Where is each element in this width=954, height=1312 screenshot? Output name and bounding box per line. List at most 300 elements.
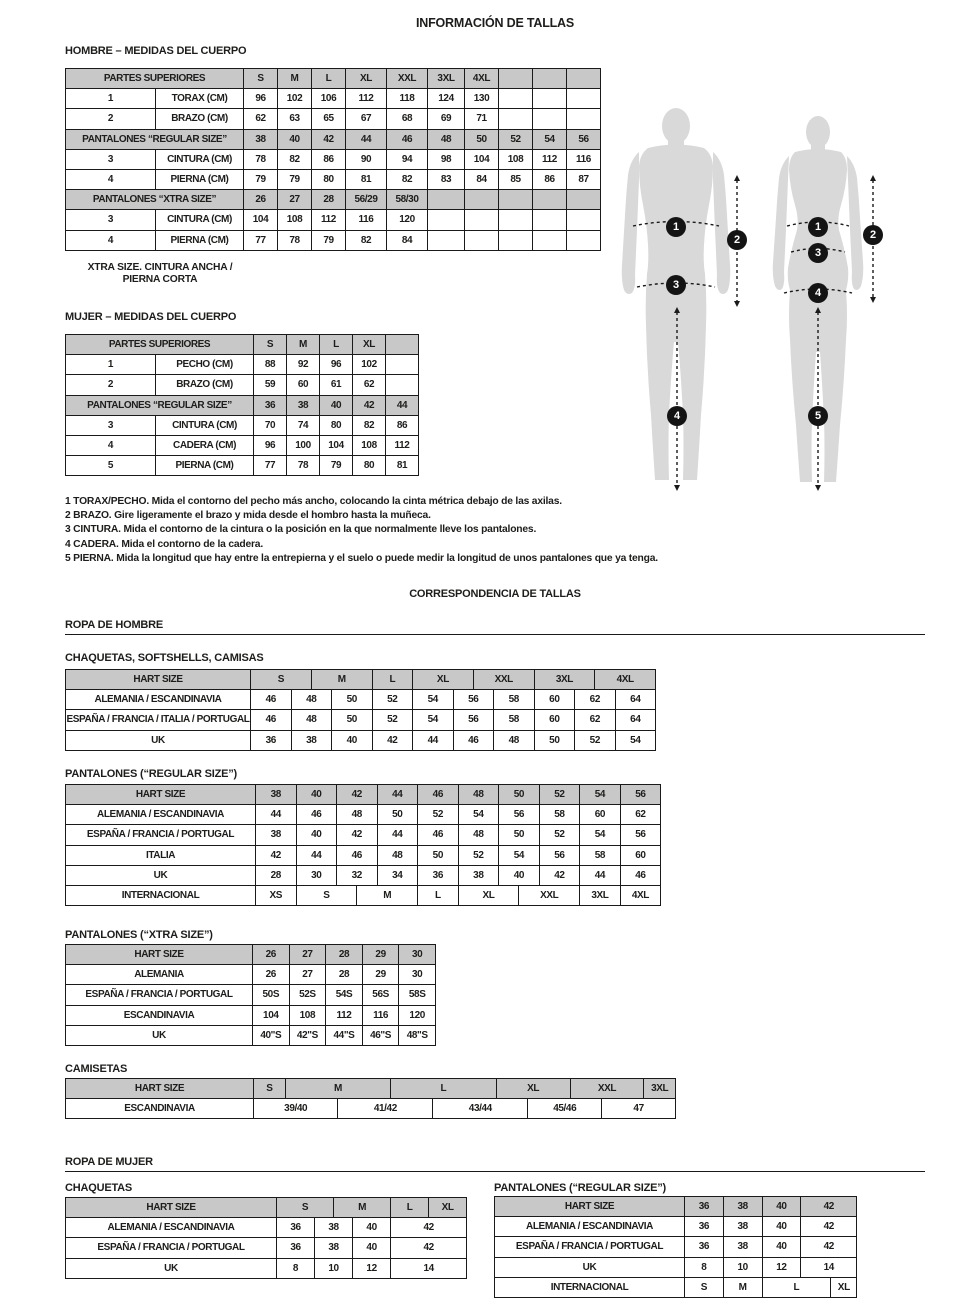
measure-point-marker-3: 3: [666, 275, 686, 295]
table-cell: 92: [287, 355, 320, 375]
table-cell: 48: [458, 825, 499, 845]
table-cell: 46: [620, 865, 661, 885]
table-cell: XL: [496, 1079, 570, 1099]
table-cell: 8: [277, 1258, 315, 1278]
table-cell: 10: [315, 1258, 353, 1278]
note-pierna: 5 PIERNA. Mida la longitud que hay entre la entrepierna y el suelo o puede medir la longitud de unos pantalones que ya tenga.: [65, 552, 658, 564]
table-cell: 40: [353, 1238, 391, 1258]
table-cell: 44: [413, 730, 454, 750]
table-cell: UK: [66, 1025, 253, 1045]
table-cell: 94: [387, 149, 428, 169]
table-cell: 69: [428, 109, 465, 129]
table-cell: 58: [580, 845, 621, 865]
men-clothing-heading: ROPA DE HOMBRE: [65, 619, 925, 635]
women-pants-regular-size-table: [494, 1196, 857, 1298]
table-cell: M: [285, 1079, 391, 1099]
table-cell: 100: [287, 435, 320, 455]
table-cell: 84: [387, 230, 428, 250]
table-cell: L: [320, 335, 353, 355]
table-cell: 85: [499, 169, 533, 189]
table-cell: HART SIZE: [66, 670, 251, 690]
table-cell: [428, 230, 465, 250]
table-cell: 40: [296, 785, 337, 805]
table-cell: 67: [346, 109, 387, 129]
table-cell: XL: [831, 1277, 857, 1297]
table-cell: 60: [287, 375, 320, 395]
table-cell: HART SIZE: [66, 1079, 254, 1099]
table-cell: [533, 89, 567, 109]
table-cell: 130: [465, 89, 499, 109]
table-cell: [533, 69, 567, 89]
table-cell: L: [312, 69, 346, 89]
table-cell: 46: [337, 845, 378, 865]
table-cell: 108: [289, 1005, 326, 1025]
table-cell: 46"S: [362, 1025, 399, 1045]
table-cell: 82: [353, 415, 386, 435]
table-cell: XL: [353, 335, 386, 355]
table-cell: 27: [278, 190, 312, 210]
table-cell: 38: [291, 730, 332, 750]
table-cell: 1: [66, 355, 156, 375]
table-cell: 54: [413, 710, 454, 730]
table-cell: 48: [428, 129, 465, 149]
table-cell: PANTALONES “REGULAR SIZE”: [66, 129, 244, 149]
table-cell: 60: [580, 805, 621, 825]
table-cell: 44: [346, 129, 387, 149]
table-cell: 104: [320, 435, 353, 455]
table-cell: 81: [386, 456, 419, 476]
table-cell: 28: [326, 945, 363, 965]
table-cell: 26: [253, 965, 290, 985]
table-cell: 82: [346, 230, 387, 250]
table-cell: [386, 335, 419, 355]
table-cell: 46: [418, 785, 459, 805]
table-cell: [428, 190, 465, 210]
table-cell: [499, 190, 533, 210]
table-cell: 88: [254, 355, 287, 375]
table-cell: 38: [315, 1218, 353, 1238]
table-cell: 36: [277, 1218, 315, 1238]
table-cell: 78: [244, 149, 278, 169]
table-cell: 52: [458, 845, 499, 865]
size-table: [65, 944, 436, 1046]
table-cell: 116: [362, 1005, 399, 1025]
table-cell: UK: [66, 1258, 277, 1278]
table-cell: 44: [580, 865, 621, 885]
table-cell: 40: [320, 395, 353, 415]
table-cell: XS: [256, 885, 297, 905]
women-pants-regular-heading: PANTALONES (“REGULAR SIZE”): [494, 1182, 667, 1194]
table-cell: 27: [289, 945, 326, 965]
table-cell: 40: [296, 825, 337, 845]
table-cell: 30: [296, 865, 337, 885]
table-cell: CADERA (CM): [156, 435, 254, 455]
table-cell: XL: [346, 69, 387, 89]
table-cell: 52: [539, 785, 580, 805]
table-cell: 4: [66, 230, 156, 250]
table-cell: S: [685, 1277, 724, 1297]
table-cell: 52: [418, 805, 459, 825]
table-cell: 54: [413, 690, 454, 710]
measure-point-marker-4: 4: [667, 406, 687, 426]
table-cell: 52: [499, 129, 533, 149]
table-cell: S: [254, 1079, 286, 1099]
table-cell: 60: [534, 710, 575, 730]
table-cell: [499, 230, 533, 250]
table-cell: 50: [418, 845, 459, 865]
table-cell: 3XL: [534, 670, 595, 690]
table-cell: 46: [387, 129, 428, 149]
table-cell: 40: [332, 730, 373, 750]
table-cell: 118: [387, 89, 428, 109]
size-table: [65, 1078, 676, 1119]
table-cell: ESPAÑA / FRANCIA / PORTUGAL: [495, 1237, 685, 1257]
table-cell: 36: [418, 865, 459, 885]
table-cell: 58: [494, 710, 535, 730]
table-cell: 54S: [326, 985, 363, 1005]
table-cell: 48"S: [399, 1025, 436, 1045]
table-cell: 102: [278, 89, 312, 109]
table-cell: 46: [418, 825, 459, 845]
table-cell: 61: [320, 375, 353, 395]
table-cell: 56: [620, 785, 661, 805]
table-cell: 86: [312, 149, 346, 169]
table-cell: 112: [326, 1005, 363, 1025]
table-cell: 71: [465, 109, 499, 129]
table-cell: [567, 69, 601, 89]
table-cell: 44: [256, 805, 297, 825]
size-table: [65, 669, 656, 751]
table-cell: 87: [567, 169, 601, 189]
table-cell: 62: [575, 710, 616, 730]
table-cell: L: [372, 670, 413, 690]
table-cell: M: [278, 69, 312, 89]
table-cell: 80: [320, 415, 353, 435]
table-cell: 36: [685, 1237, 724, 1257]
table-cell: 62: [244, 109, 278, 129]
table-cell: 116: [346, 210, 387, 230]
table-cell: 52: [575, 730, 616, 750]
table-cell: INTERNACIONAL: [495, 1277, 685, 1297]
table-cell: 42: [801, 1217, 857, 1237]
table-cell: 84: [465, 169, 499, 189]
table-cell: 120: [387, 210, 428, 230]
table-cell: 54: [458, 805, 499, 825]
xtra-size-note: [70, 262, 250, 285]
table-cell: 96: [320, 355, 353, 375]
table-cell: [386, 355, 419, 375]
measure-point-marker-2: 2: [727, 230, 747, 250]
table-cell: 28: [256, 865, 297, 885]
table-cell: ALEMANIA / ESCANDINAVIA: [66, 805, 256, 825]
table-cell: CINTURA (CM): [156, 149, 244, 169]
table-cell: S: [254, 335, 287, 355]
table-cell: 56: [620, 825, 661, 845]
table-cell: 82: [278, 149, 312, 169]
men-body-measurements-table: [65, 68, 601, 251]
table-cell: 63: [278, 109, 312, 129]
table-cell: [567, 230, 601, 250]
table-cell: 44: [296, 845, 337, 865]
measure-point-marker-4: 4: [808, 283, 828, 303]
table-cell: 4: [66, 169, 156, 189]
table-cell: 4XL: [465, 69, 499, 89]
table-cell: [499, 210, 533, 230]
table-cell: 112: [312, 210, 346, 230]
table-cell: M: [311, 670, 372, 690]
table-cell: 46: [251, 690, 292, 710]
table-cell: 60: [620, 845, 661, 865]
table-cell: 29: [362, 945, 399, 965]
table-cell: 2: [66, 109, 156, 129]
table-cell: 65: [312, 109, 346, 129]
table-cell: 1: [66, 89, 156, 109]
size-table: [65, 1197, 467, 1279]
table-cell: L: [391, 1198, 429, 1218]
table-cell: 108: [353, 435, 386, 455]
table-cell: 36: [251, 730, 292, 750]
table-cell: 59: [254, 375, 287, 395]
table-cell: 4: [66, 435, 156, 455]
table-cell: 52: [372, 710, 413, 730]
correspondence-heading: CORRESPONDENCIA DE TALLAS: [409, 588, 581, 600]
table-cell: 42: [391, 1238, 467, 1258]
table-cell: 40"S: [253, 1025, 290, 1045]
table-cell: 3XL: [580, 885, 621, 905]
note-cintura: 3 CINTURA. Mida el contorno de la cintura o la posición en la que normalmente lleve los pantalones.: [65, 524, 537, 536]
table-cell: S: [296, 885, 357, 905]
table-cell: 36: [685, 1197, 724, 1217]
table-cell: 42: [312, 129, 346, 149]
table-cell: 36: [277, 1238, 315, 1258]
men-jackets-size-table: [65, 669, 656, 751]
table-cell: ALEMANIA / ESCANDINAVIA: [495, 1217, 685, 1237]
table-cell: 62: [353, 375, 386, 395]
table-cell: [533, 230, 567, 250]
table-cell: CINTURA (CM): [156, 415, 254, 435]
table-cell: 86: [533, 169, 567, 189]
table-cell: 38: [244, 129, 278, 149]
table-cell: 5: [66, 456, 156, 476]
table-cell: 32: [337, 865, 378, 885]
women-body-measurements-table: [65, 334, 419, 476]
table-cell: 50S: [253, 985, 290, 1005]
table-cell: 38: [256, 785, 297, 805]
table-cell: PIERNA (CM): [156, 230, 244, 250]
table-cell: TORAX (CM): [156, 89, 244, 109]
table-cell: HART SIZE: [66, 785, 256, 805]
table-cell: 38: [458, 865, 499, 885]
table-cell: 50: [499, 785, 540, 805]
table-cell: INTERNACIONAL: [66, 885, 256, 905]
table-cell: 116: [567, 149, 601, 169]
table-cell: 44"S: [326, 1025, 363, 1045]
table-cell: 27: [289, 965, 326, 985]
note-cadera: 4 CADERA. Mida el contorno de la cadera.: [65, 538, 263, 550]
table-cell: 56S: [362, 985, 399, 1005]
women-jackets-heading: CHAQUETAS: [65, 1182, 133, 1194]
table-cell: 44: [377, 785, 418, 805]
table-cell: 79: [278, 169, 312, 189]
table-cell: 42: [801, 1197, 857, 1217]
table-cell: 34: [377, 865, 418, 885]
table-cell: 28: [312, 190, 346, 210]
table-cell: PARTES SUPERIORES: [66, 335, 254, 355]
table-cell: 124: [428, 89, 465, 109]
table-cell: 8: [685, 1257, 724, 1277]
men-jackets-heading: CHAQUETAS, SOFTSHELLS, CAMISAS: [65, 652, 264, 664]
table-cell: 12: [762, 1257, 801, 1277]
table-cell: 2: [66, 375, 156, 395]
table-cell: ALEMANIA / ESCANDINAVIA: [66, 690, 251, 710]
table-cell: ESPAÑA / FRANCIA / PORTUGAL: [66, 825, 256, 845]
table-cell: 58: [494, 690, 535, 710]
men-tshirts-heading: CAMISETAS: [65, 1063, 128, 1075]
table-cell: 42: [353, 395, 386, 415]
table-cell: 56: [453, 710, 494, 730]
table-cell: 54: [499, 845, 540, 865]
table-cell: 64: [615, 690, 656, 710]
table-cell: ESCANDINAVIA: [66, 1099, 254, 1119]
table-cell: ITALIA: [66, 845, 256, 865]
table-cell: 29: [362, 965, 399, 985]
table-cell: 48: [494, 730, 535, 750]
table-cell: 102: [353, 355, 386, 375]
table-cell: XXL: [387, 69, 428, 89]
table-cell: 78: [278, 230, 312, 250]
table-cell: [567, 109, 601, 129]
table-cell: [567, 210, 601, 230]
measure-point-marker-3: 3: [808, 243, 828, 263]
table-cell: XXL: [570, 1079, 644, 1099]
table-cell: 96: [244, 89, 278, 109]
note-torax: 1 TORAX/PECHO. Mida el contorno del pecho más ancho, colocando la cinta métrica debajo de las axilas.: [65, 496, 562, 507]
table-cell: 36: [685, 1217, 724, 1237]
table-cell: ESPAÑA / FRANCIA / PORTUGAL: [66, 985, 253, 1005]
table-cell: 30: [399, 945, 436, 965]
table-cell: HART SIZE: [495, 1197, 685, 1217]
table-cell: 77: [254, 456, 287, 476]
table-cell: 104: [465, 149, 499, 169]
table-cell: M: [334, 1198, 391, 1218]
table-cell: 30: [399, 965, 436, 985]
table-cell: L: [391, 1079, 496, 1099]
table-cell: ESPAÑA / FRANCIA / ITALIA / PORTUGAL: [66, 710, 251, 730]
table-cell: 52: [539, 825, 580, 845]
table-cell: 50: [377, 805, 418, 825]
table-cell: 58/30: [387, 190, 428, 210]
table-cell: 44: [386, 395, 419, 415]
table-cell: PIERNA (CM): [156, 456, 254, 476]
table-cell: PARTES SUPERIORES: [66, 69, 244, 89]
table-cell: 56: [539, 845, 580, 865]
table-cell: 42: [801, 1237, 857, 1257]
table-cell: 74: [287, 415, 320, 435]
table-cell: 54: [533, 129, 567, 149]
table-cell: 54: [615, 730, 656, 750]
table-cell: 108: [278, 210, 312, 230]
table-cell: 28: [326, 965, 363, 985]
table-cell: 50: [332, 690, 373, 710]
table-cell: 40: [762, 1197, 801, 1217]
table-cell: 90: [346, 149, 387, 169]
table-cell: 120: [399, 1005, 436, 1025]
table-cell: 46: [296, 805, 337, 825]
table-cell: 38: [315, 1238, 353, 1258]
table-cell: 77: [244, 230, 278, 250]
table-cell: 40: [762, 1237, 801, 1257]
female-figure-markers: [615, 100, 915, 495]
table-cell: 38: [723, 1197, 762, 1217]
table-cell: 48: [377, 845, 418, 865]
table-cell: L: [762, 1277, 831, 1297]
men-tshirts-size-table: [65, 1078, 676, 1119]
table-cell: 3: [66, 149, 156, 169]
measurement-notes: [65, 495, 745, 566]
table-cell: 10: [723, 1257, 762, 1277]
table-cell: 96: [254, 435, 287, 455]
table-cell: 42: [372, 730, 413, 750]
table-cell: M: [357, 885, 418, 905]
table-cell: 80: [312, 169, 346, 189]
table-cell: 52: [372, 690, 413, 710]
table-cell: [499, 69, 533, 89]
table-cell: 56: [453, 690, 494, 710]
table-cell: [465, 230, 499, 250]
table-cell: PANTALONES “REGULAR SIZE”: [66, 395, 254, 415]
women-body-heading: MUJER – MEDIDAS DEL CUERPO: [65, 311, 237, 323]
table-cell: [533, 190, 567, 210]
table-cell: 104: [244, 210, 278, 230]
table-cell: 45/46: [528, 1099, 602, 1119]
table-cell: 48: [291, 710, 332, 730]
body-figures: [615, 100, 915, 495]
table-cell: 42: [337, 785, 378, 805]
table-cell: 50: [332, 710, 373, 730]
men-pants-regular-size-table: [65, 784, 661, 906]
table-cell: 108: [499, 149, 533, 169]
xtra-size-note-line1: XTRA SIZE. CINTURA ANCHA /: [87, 262, 233, 273]
women-clothing-heading: ROPA DE MUJER: [65, 1156, 925, 1172]
table-cell: 54: [580, 825, 621, 845]
table-cell: 50: [465, 129, 499, 149]
table-cell: 40: [499, 865, 540, 885]
table-cell: [386, 375, 419, 395]
table-cell: 4XL: [595, 670, 656, 690]
table-cell: 26: [244, 190, 278, 210]
table-cell: ESCANDINAVIA: [66, 1005, 253, 1025]
table-cell: 52S: [289, 985, 326, 1005]
men-pants-xtra-size-table: [65, 944, 436, 1046]
table-cell: UK: [495, 1257, 685, 1277]
table-cell: BRAZO (CM): [156, 109, 244, 129]
table-cell: 26: [253, 945, 290, 965]
table-cell: XL: [413, 670, 474, 690]
table-cell: 83: [428, 169, 465, 189]
table-cell: 98: [428, 149, 465, 169]
women-jackets-size-table: [65, 1197, 467, 1279]
table-cell: 58: [539, 805, 580, 825]
table-cell: L: [418, 885, 459, 905]
table-cell: 112: [533, 149, 567, 169]
table-cell: [428, 210, 465, 230]
table-cell: PIERNA (CM): [156, 169, 244, 189]
table-cell: 64: [615, 710, 656, 730]
table-cell: 42: [337, 825, 378, 845]
table-cell: 38: [723, 1217, 762, 1237]
table-cell: 56: [567, 129, 601, 149]
table-cell: [567, 89, 601, 109]
